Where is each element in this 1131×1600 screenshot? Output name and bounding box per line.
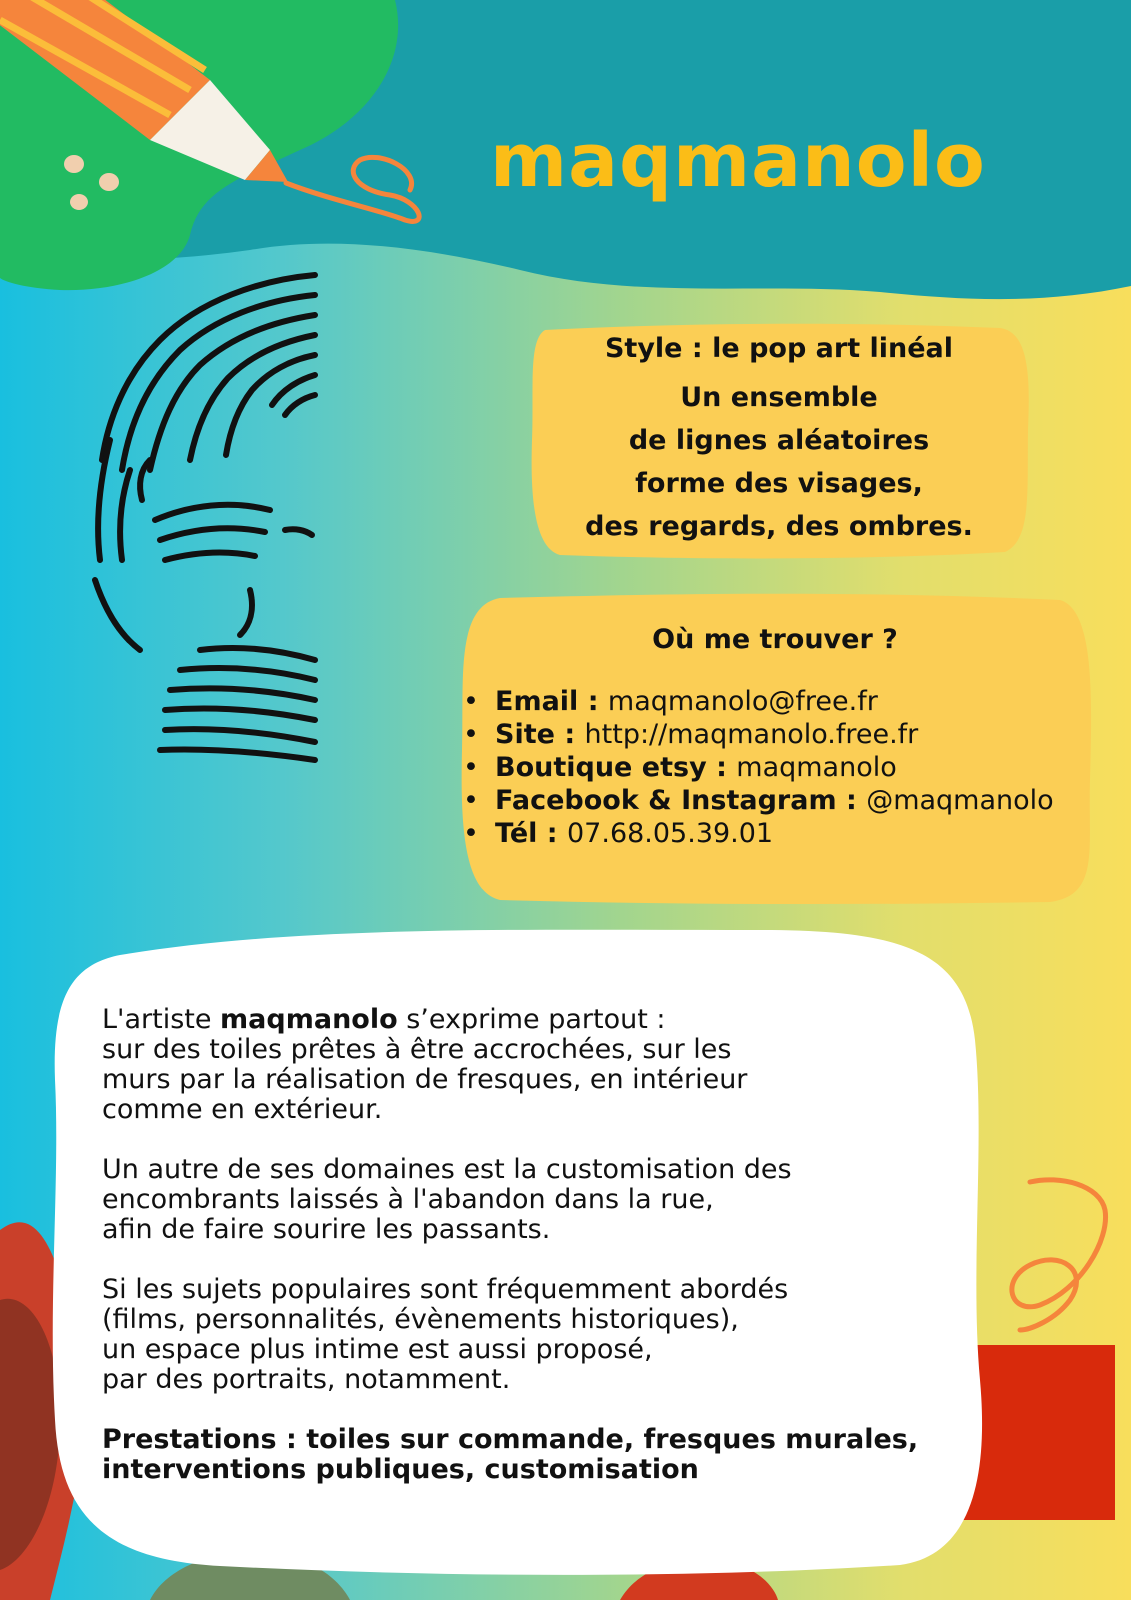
contact-email — [495, 685, 1090, 718]
contact-list — [460, 685, 1090, 850]
about-text: afin de faire sourire les passants. — [102, 1214, 551, 1245]
red-band-right — [960, 1345, 1115, 1520]
contact-label: Site : — [495, 719, 585, 750]
about-text: un espace plus intime est aussi proposé, — [102, 1334, 653, 1365]
prestations-text: Prestations : toiles sur commande, fresques murales, — [102, 1424, 919, 1455]
style-heading — [531, 333, 1027, 364]
contact-phone — [495, 817, 1090, 850]
style-desc-line: des regards, des ombres. — [585, 511, 973, 542]
about-text: sur des toiles prêtes à être accrochées, sur les — [102, 1034, 732, 1065]
orange-squiggle-right — [1012, 1180, 1106, 1330]
email-link[interactable]: maqmanolo@free.fr — [607, 686, 878, 717]
etsy-value: maqmanolo — [736, 752, 897, 783]
about-paragraph-3 — [102, 1275, 942, 1395]
style-desc-line: de lignes aléatoires — [628, 425, 930, 456]
about-text: encombrants laissés à l'abandon dans la rue, — [102, 1184, 714, 1215]
about-text: s’exprime partout : — [397, 1004, 666, 1035]
contact-label: Boutique etsy : — [495, 752, 737, 783]
contact-label: Tél : — [495, 818, 567, 849]
contact-section — [460, 600, 1090, 900]
contact-site — [495, 718, 1090, 751]
prestations — [102, 1425, 942, 1485]
about-text: Un autre de ses domaines est la customisation des — [102, 1154, 792, 1185]
style-desc-line: forme des visages, — [635, 468, 923, 499]
contact-label: Facebook & Instagram : — [495, 785, 867, 816]
about-text: comme en extérieur. — [102, 1094, 383, 1125]
prestations-text: interventions publiques, customisation — [102, 1454, 699, 1485]
style-description — [531, 376, 1027, 548]
about-text: (films, personnalités, évènements historiques), — [102, 1304, 739, 1335]
social-handle: @maqmanolo — [866, 785, 1054, 816]
style-label: Style : le — [604, 333, 750, 364]
about-section — [102, 1005, 942, 1515]
page-title: maqmanolo — [490, 118, 986, 204]
about-text: murs par la réalisation de fresques, en intérieur — [102, 1064, 748, 1095]
about-paragraph-1 — [102, 1005, 942, 1125]
style-desc-line: Un ensemble — [680, 382, 878, 413]
artist-name: maqmanolo — [220, 1004, 398, 1035]
about-text: Si les sujets populaires sont fréquemment abordés — [102, 1274, 789, 1305]
contact-social — [495, 784, 1090, 817]
about-text: par des portraits, notamment. — [102, 1364, 511, 1395]
about-paragraph-2 — [102, 1155, 942, 1245]
site-link[interactable]: http://maqmanolo.free.fr — [584, 719, 919, 750]
about-text: L'artiste — [102, 1004, 221, 1035]
contact-heading: Où me trouver ? — [652, 624, 898, 655]
phone-number: 07.68.05.39.01 — [567, 818, 774, 849]
contact-label: Email : — [495, 686, 608, 717]
style-section — [531, 325, 1027, 557]
contact-etsy — [495, 751, 1090, 784]
style-value: pop art linéal — [749, 333, 954, 364]
portrait-illustration — [95, 275, 315, 760]
